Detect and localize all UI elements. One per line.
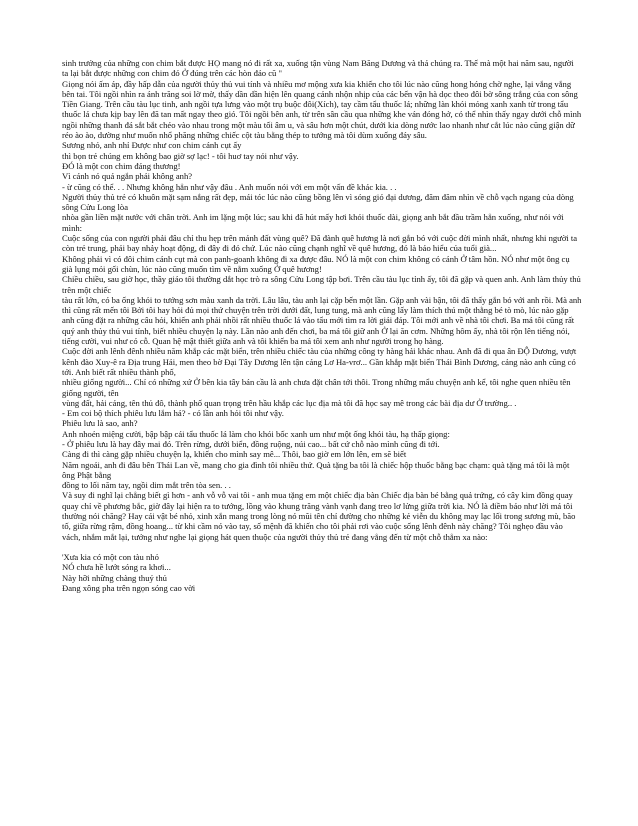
paragraph-14: Cuộc đời anh lênh đênh nhiều năm khắp các mặt biển, trên nhiều chiếc tàu của những công ty hàng hải khác nhau. Anh đã đi qua ân ĐỘ Dương, vượt kênh đào Xuy-ê ra Địa trung Hải, men theo bờ Đại Tây Dương lên tận cảng Lơ Ha-vrơ... Gần khắp mặt biển Thái Bình Dương, cảng nào anh cũng có tới. Anh biết rất nhiều thành phố,: [62, 346, 577, 377]
paragraph-18: Phiêu lưu là sao, anh?: [62, 418, 138, 429]
paragraph-3: Sương nhỏ, anh nhỉ Được như con chim cánh cụt ấy: [62, 140, 242, 151]
paragraph-11: Không phải vì có đôi chim cánh cụt mà con panh-goanh không đi xa được đâu. NÓ là một con chim không có cánh Ở tâm hồn. NÓ như một ông cụ già lụng mỏi gối chùn, lúc nào cũng muốn tìm về nằm xuống Ở quê hương!: [62, 253, 570, 274]
paragraph-1: sinh trưởng của những con chim bắt được HỌ mang nó đi rất xa, xuống tận vùng Nam Băng Dương và thả chúng ra. Thế mà một hai năm sau, người ta lại bắt được những con chim đó Ở đúng trên các hòn đảo cũ ": [62, 58, 574, 79]
paragraph-8: Người thủy thủ trẻ có khuôn mặt sạm nắng rất đẹp, mái tóc lúc nào cũng bồng lên vì sóng gió đại dương, đăm đăm nhìn về chỗ vạch ngang của dòng sông Cửu Long lòa: [62, 191, 574, 213]
poem-stanza: [62, 552, 582, 593]
paragraph-10: Cuộc sống của con người phải đâu chỉ thu hẹp trên mảnh đất vùng quê? Đã đành quê hương là nơi gắn bó với cuộc đời mình nhất, nhưng khi người ta còn trẻ trung, phải bay nhảy hoạt động, đi đây đi đó chứ. Lúc nào cũng chạnh nghĩ về quê hương, đó là bảo hiểu của tuổi già...: [62, 233, 578, 254]
paragraph-5: ĐÓ là một con chim đáng thương!: [62, 160, 181, 171]
paragraph-20: - Ở phiêu lưu là hay đây mai đó. Trên rừng, dưới biển, đồng ruộng, núi cao... bất cứ chỗ nào mình cũng đi tới.: [62, 438, 440, 449]
paragraph-9: nhòa gần liền mặt nước với chân trời. Anh im lặng một lúc; sau khi đã hút mấy hơi khói thuốc dài, giọng anh bắt đầu trầm hẳn xuống, như nói với mình:: [62, 212, 564, 233]
paragraph-17: - Em coi bộ thích phiêu lưu lắm hả? - có lần anh hỏi tôi như vậy.: [62, 408, 284, 419]
poem-line-4: Đang xông pha trên ngọn sóng cao vời: [62, 582, 196, 593]
paragraph-4: thì bọn trẻ chúng em không bao giờ sợ lạc! - tôi huơ tay nói như vậy.: [62, 150, 299, 161]
document-page: [62, 58, 582, 593]
paragraph-6: Vì cánh nó quá ngắn phải không anh?: [62, 171, 193, 182]
paragraph-22: Năm ngoái, anh đi đâu bên Thái Lan về, mang cho gia đình tôi nhiều thứ. Quà tặng ba tôi là chiếc hộp thuốc bằng bạc chạm: quà tặng má tôi là một ông Phật bằng: [62, 459, 570, 480]
document-body: [62, 58, 582, 542]
stanza-spacer: [62, 542, 582, 552]
paragraph-13: tàu rất lớn, có ba ống khói to tướng sơn màu xanh da trời. Lâu lâu, tàu anh lại cặp bến một lần. Gặp anh vài bận, tôi đã thấy gắn bó với anh rồi. Mà anh thì cũng rất mến tôi Bởi tôi hay hỏi đủ mọi thứ chuyện trên trời dưới đất, lung tung, mà anh cũng lấy làm thích thú một thằng bé tò mò, lúc nào gặp anh cũng đặt ra những câu hỏi, khiến anh phải nhồi rất nhiều thuốc lá vào tẩu mới tìm ra lời giải đáp. Tôi mới anh về nhà tôi chơi. Ba má tôi cũng rất quý anh thủy thủ vui tính, biết nhiều chuyện lạ này. Lần nào anh đến chơi, ba má tôi giữ anh Ở lại ăn cơm. Những hôm ấy, nhà tôi rộn lên tiếng nói, tiếng cười, vui như có cỗ. Quan hệ mật thiết giữa anh và tôi khiến ba má tôi xem anh như người trong họ hàng.: [62, 294, 582, 347]
poem-line-2: NÓ chưa hề lướt sóng ra khơi...: [62, 562, 171, 573]
poem-line-1: 'Xưa kia có một con tàu nhỏ: [62, 551, 159, 562]
paragraph-21: Càng đi thì càng gặp nhiều chuyện lạ, khiến cho mình say mê... Thôi, bao giờ em lớn lên, em sẽ biết: [62, 449, 407, 460]
paragraph-15: nhiều giống người... Chỉ có những xứ Ở bên kia tây bán cầu là anh chưa đặt chân tới thôi. Trong những mẩu chuyện anh kể, tôi nghe quen nhiều tên giống người, tên: [62, 377, 571, 398]
paragraph-12: Chiều chiều, sau giờ học, thầy giáo tôi thường dắt học trò ra sông Cửu Long tập bơi. Trên cầu tàu lục tỉnh ấy, tôi đã gặp và quen anh. Anh làm thủy thủ trên một chiếc: [62, 274, 581, 295]
paragraph-24: Và suy đi nghĩ lại chẳng biết gì hơn - anh vỗ vỗ vai tôi - anh mua tặng em một chiếc địa bàn Chiếc địa bàn bé bằng quả trứng, có cây kim đồng quay quay chỉ về phương bắc, giờ đây lại hiện ra to tướng, lồng vào khung trăng vành vạnh đang treo lơ lửng giữa trời kia. NÓ là điềm báo như lời má tôi thường nói chăng? Hay cái vật bé nhỏ, xinh xắn mang trong lòng nó mũi tên chỉ đường cho những kẻ viễn du không may lạc lối trong sương mù, bão tố, giữa rừng rậm, đồng hoang... từ khi cầm nó vào tay, số mệnh đã khiến cho tôi phải rơi vào cuộc sống lênh đênh này chăng? Tôi nghẹo đầu vào vách, nhắm mắt lại, tưởng như nghe lại giọng hát quen thuộc của người thủy thủ trẻ đang vẳng đến từ một chỗ thẳm xa nào:: [62, 490, 576, 542]
paragraph-7: - ừ cũng có thể. . . Nhưng không hẳn như vậy đâu . Anh muốn nói với em một vấn đề khác kia. . .: [62, 181, 397, 192]
paragraph-23: đồng to lối năm tay, ngồi dim mắt trên tòa sen. . .: [62, 480, 231, 491]
paragraph-19: Anh nhoẻn miệng cười, bập bập cái tẩu thuốc lá làm cho khói bốc xanh um như một ống khói tàu, hạ thấp giọng:: [62, 428, 450, 439]
poem-line-3: Này hỡi những chàng thuỷ thủ: [62, 572, 167, 583]
paragraph-2: Giọng nói ấm áp, đầy hấp dẫn của người thủy thủ vui tính và nhiều mơ mộng xưa kia khiến cho tôi lúc nào cũng hong hóng chờ nghe, lại vắng vắng bên tai. Tôi ngồi nhìn ra ánh trăng soi lờ mờ, thấy dần dần hiện lên quang cảnh nhộn nhịp của các bến vận hà dọc theo đôi bờ sông trắng của con sông Tiền Giang. Trên cầu tàu lục tinh, anh ngồi tựa lưng vào một trụ buộc đôi(Xích), tay cầm tẩu thuốc lá; những làn khói mỏng xanh xanh từ trong tẩu thuốc lá chưa kịp bay lên đã tan mất ngay theo gió. Tôi ngồi bên anh, từ trên sân cầu qua những khe ván đóng hở, có thể nhìn thấy ngay dưới chỗ mình ngồi những thanh đá sắt bắt chéo vào nhau trong một màu tối âm u, và sâu hơn một chút, dưới kia dòng nước lao nhanh như cắt lúc nào cũng giận dữ réo ào ào, dường như muốn nhổ phăng những chiếc cột tàu bằng thép to tướng mà tôi dùm xuống đáy sâu.: [62, 78, 582, 141]
paragraph-16: vùng đất, hải cảng, tên thủ đô, thành phố quan trọng trên hầu khắp các lục địa mà tôi đã học say mê trong các bài địa dư Ở trường.. .: [62, 397, 517, 408]
